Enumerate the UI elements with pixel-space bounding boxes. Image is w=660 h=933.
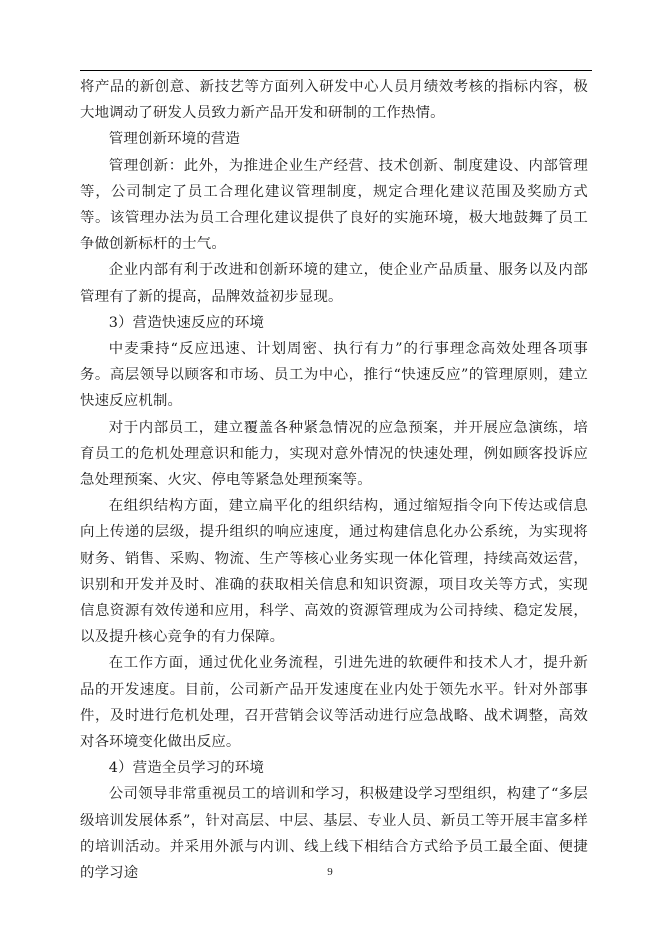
- paragraph: 将产品的新创意、新技艺等方面列入研发中心人员月绩效考核的指标内容，极大地调动了研发人员致力新产品开发和研制的工作热情。: [80, 79, 588, 122]
- section-heading: 管理创新环境的营造: [108, 131, 241, 148]
- section-heading: 4）营造全员学习的环境: [108, 760, 265, 777]
- header-rule: [80, 70, 592, 71]
- paragraph: 管理创新：此外，为推进企业生产经营、技术创新、制度建设、内部管理等，公司制定了员工合理化建议管理制度，规定合理化建议范围及奖励方式等。该管理办法为员工合理化建议提供了良好的实施环境，极大地鼓舞了员工争做创新标杆的士气。: [80, 157, 588, 253]
- paragraph: 在工作方面，通过优化业务流程，引进先进的软硬件和技术人才，提升新品的开发速度。目前，公司新产品开发速度在业内处于领先水平。针对外部事件，及时进行危机处理，召开营销会议等活动进行应急战略、战术调整，高效对各环境变化做出反应。: [80, 655, 588, 751]
- paragraph: 公司领导非常重视员工的培训和学习，积极建设学习型组织，构建了“多层级培训发展体系”，针对高层、中层、基层、专业人员、新员工等开展丰富多样的培训活动。并采用外派与内训、线上线下相结合方式给予员工最全面、便捷的学习途: [80, 786, 588, 882]
- paragraph: 在组织结构方面，建立扁平化的组织结构，通过缩短指令向下传达或信息向上传递的层级，提升组织的响应速度，通过构建信息化办公系统，为实现将财务、销售、采购、物流、生产等核心业务实现一体化管理，持续高效运营，识别和开发并及时、准确的获取相关信息和知识资源，项目攻关等方式，实现信息资源有效传递和应用，科学、高效的资源管理成为公司持续、稳定发展，以及提升核心竞争的有力保障。: [80, 498, 588, 646]
- paragraph: 企业内部有利于改进和创新环境的建立，使企业产品质量、服务以及内部管理有了新的提高，品牌效益初步显现。: [80, 262, 588, 305]
- body-text: [80, 74, 588, 886]
- paragraph: 对于内部员工，建立覆盖各种紧急情况的应急预案，并开展应急演练，培育员工的危机处理意识和能力，实现对意外情况的快速处理，例如顾客投诉应急处理预案、火灾、停电等紧急处理预案等。: [80, 419, 588, 489]
- paragraph: 中麦秉持“反应迅速、计划周密、执行有力”的行事理念高效处理各项事务。高层领导以顾客和市场、员工为中心，推行“快速反应”的管理原则，建立快速反应机制。: [80, 341, 588, 410]
- section-heading: 3）营造快速反应的环境: [108, 314, 265, 331]
- page-number: 9: [327, 866, 333, 878]
